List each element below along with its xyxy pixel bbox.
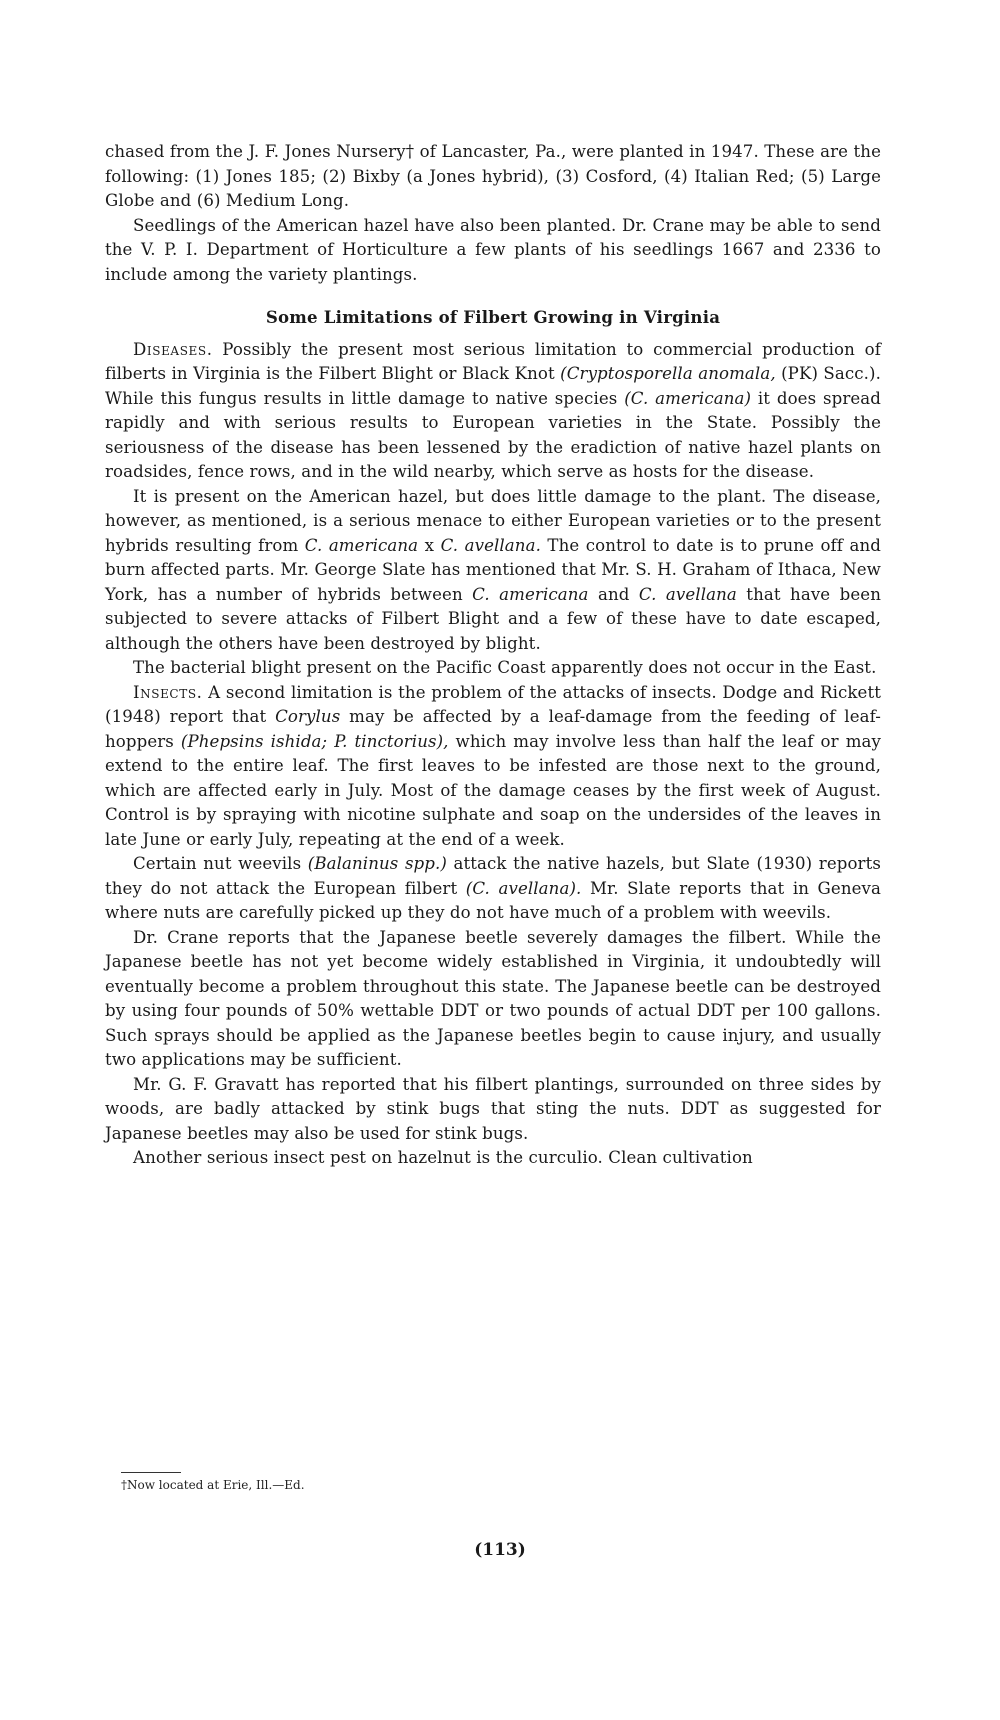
text-run: attack the native hazels, but Slate (1930) reports they do not attack the European filbert [105, 854, 881, 898]
italic-run: (Cryptosporella anomala, [560, 364, 776, 383]
paragraph-insects-4: Mr. G. F. Gravatt has reported that his filbert plantings, surrounded on three sides by woods, are badly attacked by stink bugs that sting the nuts. DDT as suggested for Japanese beetles may also be used for stink bugs. [105, 1074, 881, 1143]
text-run: which may involve less than half the leaf or may extend to the entire leaf. The first leaves to be infested are those next to the ground, which are affected early in July. Most of the damage ceases by the first week of August. Control is by spraying with nicotine sulphate and soap on the undersides of the leaves in late June or early July, repeating at the end of a week. [105, 731, 881, 849]
text-run: that have been subjected to severe attacks of Filbert Blight and a few of these have to date escaped, although the others have been destroyed by blight. [105, 584, 881, 653]
footnote-divider [121, 1472, 181, 1473]
italic-run: (Balaninus spp.) [307, 854, 447, 873]
paragraph-insects-5: Another serious insect pest on hazelnut is the curculio. Clean cultivation [133, 1148, 753, 1167]
italic-run: (Phepsins ishida; P. tinctorius), [180, 731, 449, 751]
italic-run: C. americana [472, 584, 589, 604]
paragraph-insects-3: Dr. Crane reports that the Japanese beetle severely damages the filbert. While the Japanese beetle has not yet become widely established in Virginia, it undoubtedly will eventually become a problem throughout this state. The Japanese beetle can be destroyed by using four pounds of 50% wettable DDT or two pounds of actual DDT per 100 gallons. Such sprays should be applied as the Japanese beetles begin to cause injury, and usually two applications may be sufficient. [105, 927, 881, 1069]
text-run: The control to date is to prune off and burn affected parts. Mr. George Slate has mentioned that Mr. S. H. Graham of Ithaca, New York, has a number of hybrids between [105, 535, 881, 604]
paragraph-diseases-3: The bacterial blight present on the Pacific Coast apparently does not occur in the East. [133, 658, 877, 677]
paragraph-diseases-2 [105, 485, 881, 657]
paragraph-diseases-1 [105, 338, 881, 485]
italic-run: C. avellana [638, 584, 737, 604]
text-run: Mr. Slate reports that in Geneva where nuts are carefully picked up they do not have much of a problem with weevils. [105, 878, 882, 922]
text-run: Certain nut weevils [133, 854, 308, 873]
section-heading: Some Limitations of Filbert Growing in Virginia [265, 307, 721, 327]
paragraph-intro-1: chased from the J. F. Jones Nursery† of Lancaster, Pa., were planted in 1947. These are the following: (1) Jones 185; (2) Bixby (a Jones hybrid), (3) Cosford, (4) Italian Red; (5) Large Globe and (6) Medium Long. [105, 142, 881, 210]
text-run: it does spread rapidly and with serious results to European varieties in the State. Possibly the seriousness of the disease has been lessened by the eradiction of native hazel plants on roadsides, fence rows, and in the wild nearby, which serve as hosts for the disease. [105, 388, 882, 481]
insects-label: Insects. [133, 682, 203, 702]
italic-run: (C. avellana). [465, 878, 582, 898]
paragraph-intro-2: Seedlings of the American hazel have also been planted. Dr. Crane may be able to send the V. P. I. Department of Horticulture a few plants of his seedlings 1667 and 2336 to include among the variety plantings. [105, 215, 881, 284]
text-run: (PK) Sacc.). While this fungus results in little damage to native species [105, 364, 881, 408]
diseases-label: Diseases. [133, 339, 213, 359]
text-run: A second limitation is the problem of the attacks of insects. Dodge and Rickett (1948) report that [105, 682, 881, 726]
text-run: x [418, 535, 441, 555]
italic-run: C. americana [304, 535, 419, 555]
text-run: It is present on the American hazel, but does little damage to the plant. The disease, however, as mentioned, is a serious menace to either European varieties or to the present hybrids resulting from [105, 486, 881, 555]
italic-run: (C. americana) [624, 388, 752, 408]
paragraph-insects-2 [105, 852, 881, 926]
italic-run: C. avellana. [440, 535, 541, 555]
text-run: Possibly the present most serious limitation to commercial production of filberts in Virginia is the Filbert Blight or Black Knot [105, 339, 881, 383]
italic-run: Corylus [275, 707, 341, 726]
text-run: may be affected by a leaf-damage from the feeding of leaf-hoppers [105, 707, 881, 751]
page-number: (113) [474, 1540, 526, 1560]
page-body [105, 140, 881, 1171]
text-run: and [588, 584, 639, 604]
paragraph-insects-1 [105, 681, 881, 853]
footnote: †Now located at Erie, Ill.—Ed. [121, 1478, 305, 1492]
